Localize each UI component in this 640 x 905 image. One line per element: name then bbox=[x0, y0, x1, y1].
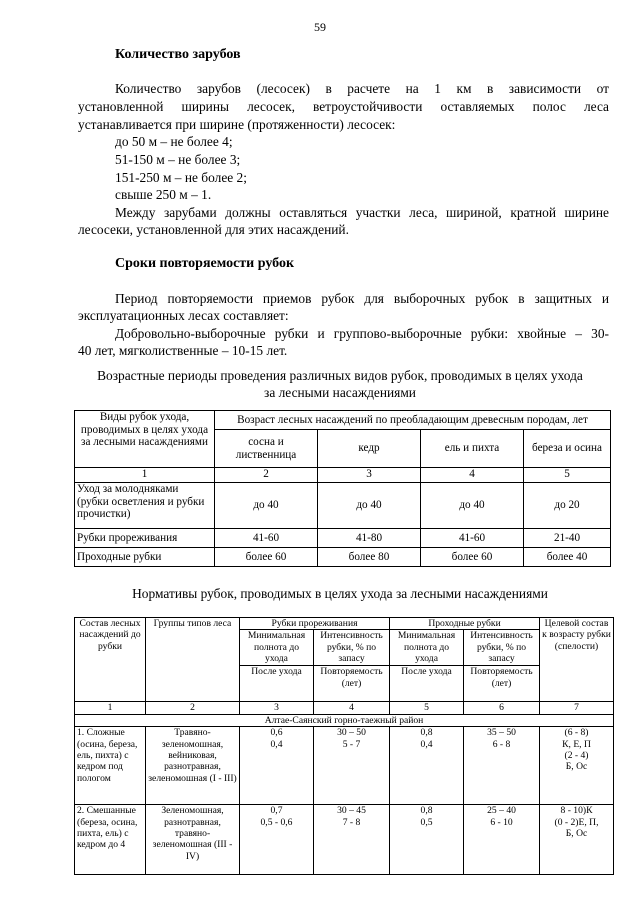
row-label: Проходные рубки bbox=[75, 548, 215, 567]
paragraph-line: устанавливается при ширине (протяженности) лесосек: bbox=[78, 117, 396, 132]
header-cell: ель и пихта bbox=[421, 430, 524, 468]
table-cell: Зеленомошная, разнотравная, травяно-зеленомошная (III - IV) bbox=[146, 805, 240, 875]
table-row bbox=[75, 727, 614, 805]
table-cell: более 40 bbox=[524, 548, 611, 567]
row-label: Уход за молодняками (рубки осветления и рубки прочистки) bbox=[75, 483, 215, 529]
header-cell: сосна и лиственница bbox=[215, 430, 318, 468]
table-cell: 25 – 40 6 - 10 bbox=[464, 805, 540, 875]
column-number: 3 bbox=[240, 702, 314, 714]
header-cell: Целевой состав к возрасту рубки (спелости) bbox=[540, 618, 614, 702]
table-cell: 0,8 0,4 bbox=[390, 727, 464, 805]
table-cell: 41-60 bbox=[215, 529, 318, 548]
header-cell: Возраст лесных насаждений по преобладающим древесным породам, лет bbox=[215, 411, 611, 430]
header-cell: Проходные рубки bbox=[390, 618, 540, 630]
paragraph-line: эксплуатационных лесах составляет: bbox=[78, 308, 289, 323]
table-row bbox=[75, 548, 611, 567]
table-cell: (6 - 8) К, Е, П (2 - 4) Б, Ос bbox=[540, 727, 614, 805]
header-cell: После ухода bbox=[390, 666, 464, 702]
table-row bbox=[75, 483, 611, 529]
table-cell: до 20 bbox=[524, 483, 611, 529]
column-number: 5 bbox=[524, 468, 611, 483]
table-cell: Травяно-зеленомошная, вейниковая, разнотравная, зеленомошная (I - III) bbox=[146, 727, 240, 805]
header-cell: Повторяемость (лет) bbox=[314, 666, 390, 702]
table-cell: 8 - 10)К (0 - 2)Е, П, Б, Ос bbox=[540, 805, 614, 875]
paragraph-line: 40 лет, мягколиственные – 10-15 лет. bbox=[78, 343, 288, 358]
header-cell: Состав лесных насаждений до рубки bbox=[75, 618, 146, 702]
header-cell: Группы типов леса bbox=[146, 618, 240, 702]
table-cell: 0,6 0,4 bbox=[240, 727, 314, 805]
table-cell: 35 – 50 6 - 8 bbox=[464, 727, 540, 805]
table1-title: за лесными насаждениями bbox=[264, 385, 416, 400]
row-label: 1. Сложные (осина, береза, ель, пихта) с кедром под пологом bbox=[75, 727, 146, 805]
section-heading-cuts-count: Количество зарубов bbox=[115, 47, 241, 62]
header-cell: Рубки прореживания bbox=[240, 618, 390, 630]
age-periods-table bbox=[74, 410, 611, 567]
list-item: 151-250 м – не более 2; bbox=[115, 170, 247, 185]
region-row: Алтае-Саянский горно-таежный район bbox=[75, 714, 614, 726]
column-number: 4 bbox=[421, 468, 524, 483]
table1-title: Возрастные периоды проведения различных видов рубок, проводимых в целях ухода bbox=[97, 368, 583, 383]
table-cell: 21-40 bbox=[524, 529, 611, 548]
table-cell: до 40 bbox=[215, 483, 318, 529]
list-item: до 50 м – не более 4; bbox=[115, 134, 233, 149]
table-cell: более 80 bbox=[318, 548, 421, 567]
table-cell: до 40 bbox=[421, 483, 524, 529]
section-heading-repeat-periods: Сроки повторяемости рубок bbox=[115, 256, 295, 271]
table-row bbox=[75, 529, 611, 548]
table2-title: Нормативы рубок, проводимых в целях ухода за лесными насаждениями bbox=[132, 586, 548, 601]
header-cell: После ухода bbox=[240, 666, 314, 702]
column-number: 5 bbox=[390, 702, 464, 714]
paragraph-line: установленной ширины лесосек, ветроустойчивости оставляемых полос леса bbox=[78, 99, 609, 114]
column-number: 1 bbox=[75, 702, 146, 714]
paragraph-line: Количество зарубов (лесосек) в расчете на 1 км в зависимости от bbox=[115, 81, 609, 96]
column-number: 2 bbox=[146, 702, 240, 714]
page-number: 59 bbox=[314, 20, 326, 34]
paragraph-line: лесосеки, установленной для этих насаждений. bbox=[78, 222, 349, 237]
row-label: Рубки прореживания bbox=[75, 529, 215, 548]
table-cell: 30 – 50 5 - 7 bbox=[314, 727, 390, 805]
table-cell: 41-60 bbox=[421, 529, 524, 548]
row-label: 2. Смешанные (береза, осина, пихта, ель) с кедром до 4 bbox=[75, 805, 146, 875]
header-cell: Интенсивность рубки, % по запасу bbox=[314, 630, 390, 666]
table-row bbox=[75, 805, 614, 875]
column-number: 1 bbox=[75, 468, 215, 483]
header-cell: Минимальная полнота до ухода bbox=[390, 630, 464, 666]
paragraph-line: Период повторяемости приемов рубок для выборочных рубок в защитных и bbox=[115, 291, 609, 306]
table-cell: до 40 bbox=[318, 483, 421, 529]
column-number: 4 bbox=[314, 702, 390, 714]
column-number: 6 bbox=[464, 702, 540, 714]
column-number: 3 bbox=[318, 468, 421, 483]
list-item: 51-150 м – не более 3; bbox=[115, 152, 241, 167]
table-cell: 0,7 0,5 - 0,6 bbox=[240, 805, 314, 875]
table-cell: 41-80 bbox=[318, 529, 421, 548]
column-number: 7 bbox=[540, 702, 614, 714]
table-cell: 0,8 0,5 bbox=[390, 805, 464, 875]
paragraph-line: Добровольно-выборочные рубки и группово-выборочные рубки: хвойные – 30- bbox=[115, 326, 609, 341]
column-number: 2 bbox=[215, 468, 318, 483]
paragraph-line: Между зарубами должны оставляться участки леса, шириной, кратной ширине bbox=[115, 205, 609, 220]
list-item: свыше 250 м – 1. bbox=[115, 187, 212, 202]
table-cell: более 60 bbox=[215, 548, 318, 567]
table-cell: более 60 bbox=[421, 548, 524, 567]
header-cell: кедр bbox=[318, 430, 421, 468]
header-cell: Повторяемость (лет) bbox=[464, 666, 540, 702]
header-cell: береза и осина bbox=[524, 430, 611, 468]
table-cell: 30 – 45 7 - 8 bbox=[314, 805, 390, 875]
header-cell: Минимальная полнота до ухода bbox=[240, 630, 314, 666]
header-cell: Виды рубок ухода, проводимых в целях ухода за лесными насаждениями bbox=[75, 411, 215, 468]
care-norms-table bbox=[74, 617, 614, 875]
header-cell: Интенсивность рубки, % по запасу bbox=[464, 630, 540, 666]
